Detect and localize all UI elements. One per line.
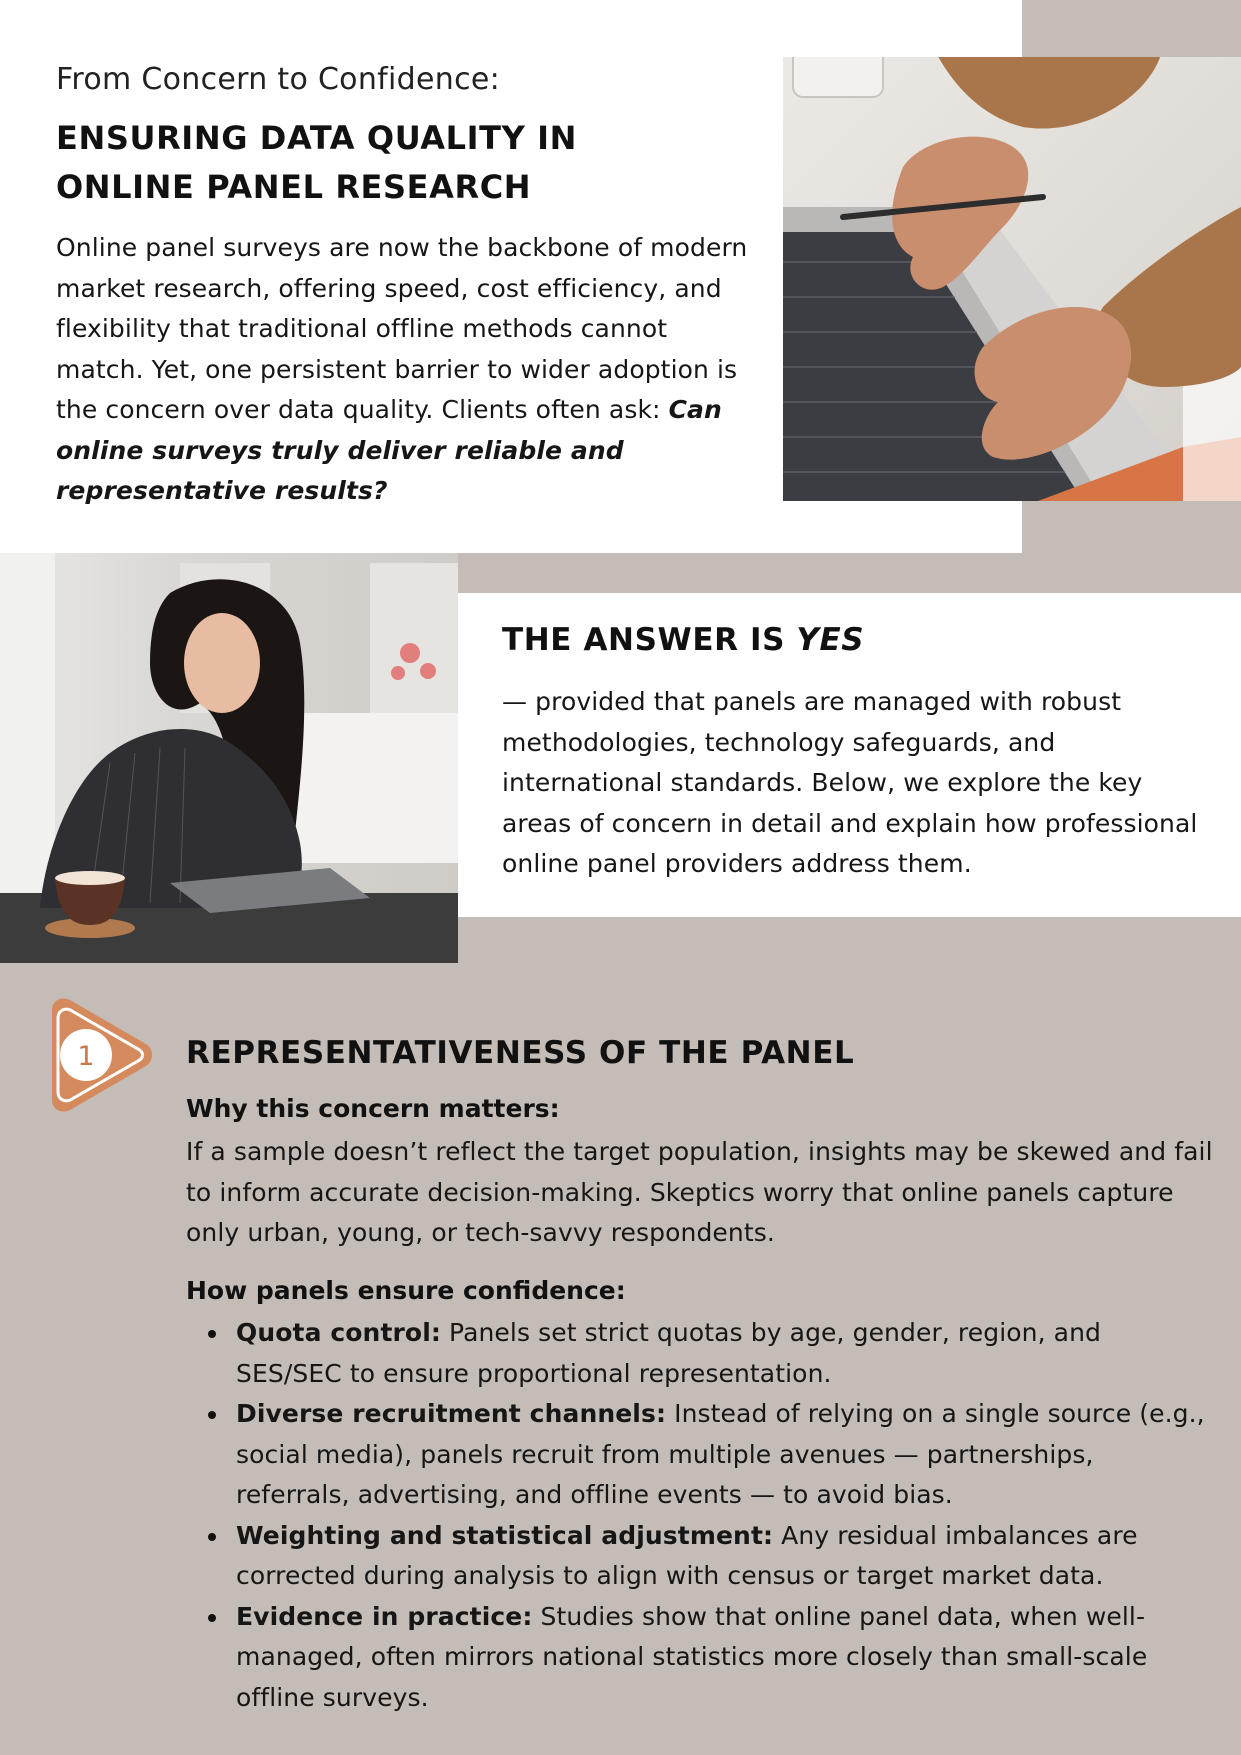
list-item xyxy=(186,1394,1206,1516)
woman-writing-photo xyxy=(0,553,458,963)
page-title-line-1: ENSURING DATA QUALITY IN xyxy=(56,119,577,157)
answer-title-prefix: THE ANSWER IS xyxy=(502,622,797,658)
answer-title-emphasis: YES xyxy=(796,622,865,658)
intro-question: Can online surveys truly deliver reliable and representative results? xyxy=(56,395,722,505)
list-item-term: Quota control: xyxy=(236,1318,441,1347)
section-title: REPRESENTATIVENESS OF THE PANEL xyxy=(186,1035,855,1071)
list-item-text: Panels set strict quotas by age, gender, region, and SES/SEC to ensure proportional representation. xyxy=(236,1318,1102,1388)
play-arrow-number-icon xyxy=(44,996,156,1114)
answer-title xyxy=(502,622,864,658)
confidence-list xyxy=(186,1313,1206,1718)
list-item-text: Any residual imbalances are corrected during analysis to align with census or target market data. xyxy=(236,1520,1138,1590)
list-item-text: Instead of relying on a single source (e.g., social media), panels recruit from multiple avenues — partnerships, referrals, advertising, and offline events — to avoid bias. xyxy=(236,1399,1205,1509)
intro-pre-title: From Concern to Confidence: xyxy=(56,62,501,97)
woman-writing-illustration xyxy=(0,553,458,963)
how-label: How panels ensure confidence: xyxy=(186,1276,626,1305)
laptop-typing-photo xyxy=(783,57,1241,501)
intro-body-text: Online panel surveys are now the backbone of modern market research, offering speed, cost efficiency, and flexibility that traditional offline methods cannot match. Yet, one persistent barrier to wider adoption is the concern over data quality. Clients often ask: xyxy=(56,233,748,424)
list-item xyxy=(186,1597,1206,1719)
page-title-line-2: ONLINE PANEL RESEARCH xyxy=(56,168,532,206)
list-item xyxy=(186,1313,1206,1394)
list-item-term: Evidence in practice: xyxy=(236,1601,533,1631)
answer-paragraph: — provided that panels are managed with robust methodologies, technology safeguards, and international standards. Below, we explore the key areas of concern in detail and explain how professional online panel providers address them. xyxy=(502,687,1198,878)
why-paragraph: If a sample doesn’t reflect the target population, insights may be skewed and fail to inform accurate decision-making. Skeptics worry that online panels capture only urban, young, or tech-savvy respondents. xyxy=(186,1137,1213,1247)
laptop-typing-illustration xyxy=(783,57,1241,501)
page-title xyxy=(56,114,696,212)
intro-paragraph xyxy=(56,228,756,512)
section-number-badge xyxy=(44,996,156,1114)
list-item-text: Studies show that online panel data, when well-managed, often mirrors national statistics more closely than small-scale offline surveys. xyxy=(236,1601,1148,1712)
list-item-term: Diverse recruitment channels: xyxy=(236,1399,667,1428)
list-item xyxy=(186,1516,1206,1597)
list-item-term: Weighting and statistical adjustment: xyxy=(236,1520,774,1550)
why-label: Why this concern matters: xyxy=(186,1094,560,1123)
section-number: 1 xyxy=(77,1041,95,1072)
